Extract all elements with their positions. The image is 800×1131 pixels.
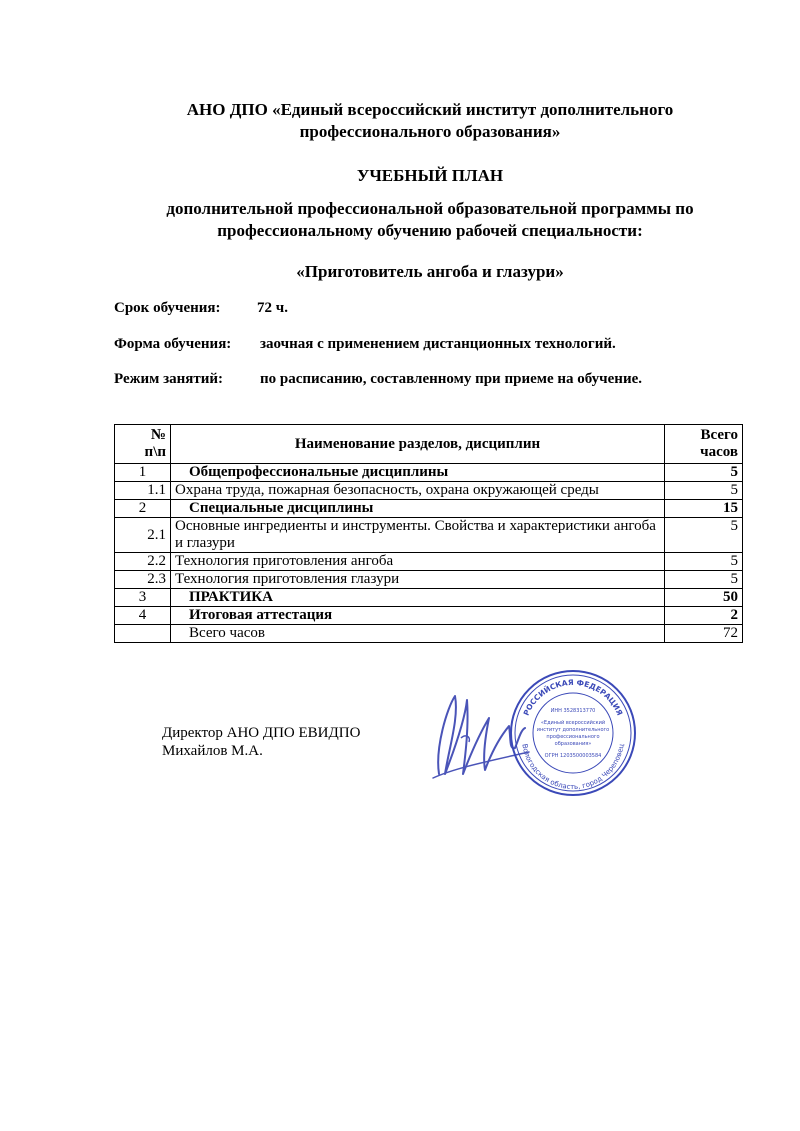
table-row bbox=[115, 553, 743, 571]
row-hours: 5 bbox=[665, 518, 743, 553]
org-name-line1: АНО ДПО «Единый всероссийский институт дополнительного bbox=[186, 100, 674, 119]
stamp-text-top: РОССИЙСКАЯ ФЕДЕРАЦИЯ bbox=[521, 677, 625, 717]
meta-duration-value: 72 ч. bbox=[257, 300, 288, 316]
meta-schedule-label: Режим занятий: bbox=[114, 371, 224, 387]
row-hours: 15 bbox=[665, 500, 743, 518]
table-row bbox=[115, 482, 743, 500]
org-name-line2: профессионального образования» bbox=[299, 122, 561, 141]
header-name: Наименование разделов, дисциплин bbox=[171, 425, 665, 464]
row-num: 2 bbox=[115, 500, 171, 518]
row-name: Технология приготовления ангоба bbox=[171, 553, 665, 571]
meta-form-label: Форма обучения: bbox=[114, 336, 232, 352]
row-name: Технология приготовления глазури bbox=[171, 571, 665, 589]
row-name: Охрана труда, пожарная безопасность, охрана окружающей среды bbox=[171, 482, 665, 500]
row-name: Основные ингредиенты и инструменты. Свойства и характеристики ангоба и глазури bbox=[171, 518, 665, 553]
table-row bbox=[115, 518, 743, 553]
meta-duration-label: Срок обучения: bbox=[114, 300, 221, 316]
table-row bbox=[115, 607, 743, 625]
subtitle-line2: профессиональному обучению рабочей специальности: bbox=[217, 221, 643, 240]
row-hours: 5 bbox=[665, 571, 743, 589]
header-num bbox=[115, 425, 171, 464]
stamp-inner-3: профессионального bbox=[546, 734, 600, 740]
row-num: 3 bbox=[115, 589, 171, 607]
row-num: 2.3 bbox=[115, 571, 171, 589]
row-hours: 5 bbox=[665, 464, 743, 482]
curriculum-table bbox=[114, 424, 743, 643]
row-num bbox=[115, 625, 171, 643]
table-row bbox=[115, 464, 743, 482]
org-name bbox=[60, 99, 800, 143]
stamp-text-bottom: Вологодская область, город Череповец bbox=[520, 743, 626, 792]
stamp-inner-4: образования» bbox=[554, 741, 592, 747]
row-num: 4 bbox=[115, 607, 171, 625]
table-row bbox=[115, 589, 743, 607]
row-num: 2.2 bbox=[115, 553, 171, 571]
header-hours-line1: Всего bbox=[700, 427, 738, 443]
row-name: Общепрофессиональные дисциплины bbox=[171, 464, 665, 482]
stamp-inner-2: институт дополнительного bbox=[536, 727, 610, 733]
row-name: Итоговая аттестация bbox=[171, 607, 665, 625]
row-name: Всего часов bbox=[171, 625, 665, 643]
meta-schedule-value: по расписанию, составленному при приеме на обучение. bbox=[260, 371, 642, 387]
doc-subtitle bbox=[60, 198, 800, 242]
table-row bbox=[115, 500, 743, 518]
row-hours: 5 bbox=[665, 553, 743, 571]
row-num: 1 bbox=[115, 464, 171, 482]
row-num: 1.1 bbox=[115, 482, 171, 500]
director-block bbox=[162, 724, 360, 760]
official-stamp-icon bbox=[508, 668, 638, 798]
row-hours: 50 bbox=[665, 589, 743, 607]
header-hours-line2: часов bbox=[700, 444, 738, 460]
row-hours: 72 bbox=[665, 625, 743, 643]
subtitle-line1: дополнительной профессиональной образовательной программы по bbox=[166, 199, 694, 218]
meta-form-value: заочная с применением дистанционных технологий. bbox=[260, 336, 616, 352]
row-hours: 2 bbox=[665, 607, 743, 625]
program-name: «Приготовитель ангоба и глазури» bbox=[296, 262, 564, 281]
row-num: 2.1 bbox=[115, 518, 171, 553]
stamp-inn: ИНН 3528313770 bbox=[550, 708, 596, 714]
director-name: Михайлов М.А. bbox=[162, 743, 263, 759]
row-name: Специальные дисциплины bbox=[171, 500, 665, 518]
header-hours bbox=[665, 425, 743, 464]
stamp-inner-1: «Единый всероссийский bbox=[540, 720, 606, 726]
header-num-line2: п\п bbox=[144, 444, 166, 460]
stamp-ogrn: ОГРН 1203500003584 bbox=[544, 753, 602, 759]
director-title: Директор АНО ДПО ЕВИДПО bbox=[162, 725, 361, 741]
table-row-total bbox=[115, 625, 743, 643]
row-name: ПРАКТИКА bbox=[171, 589, 665, 607]
doc-title: УЧЕБНЫЙ ПЛАН bbox=[356, 166, 504, 185]
table-row bbox=[115, 571, 743, 589]
row-hours: 5 bbox=[665, 482, 743, 500]
header-num-line1: № bbox=[150, 427, 166, 443]
table-header-row bbox=[115, 425, 743, 464]
